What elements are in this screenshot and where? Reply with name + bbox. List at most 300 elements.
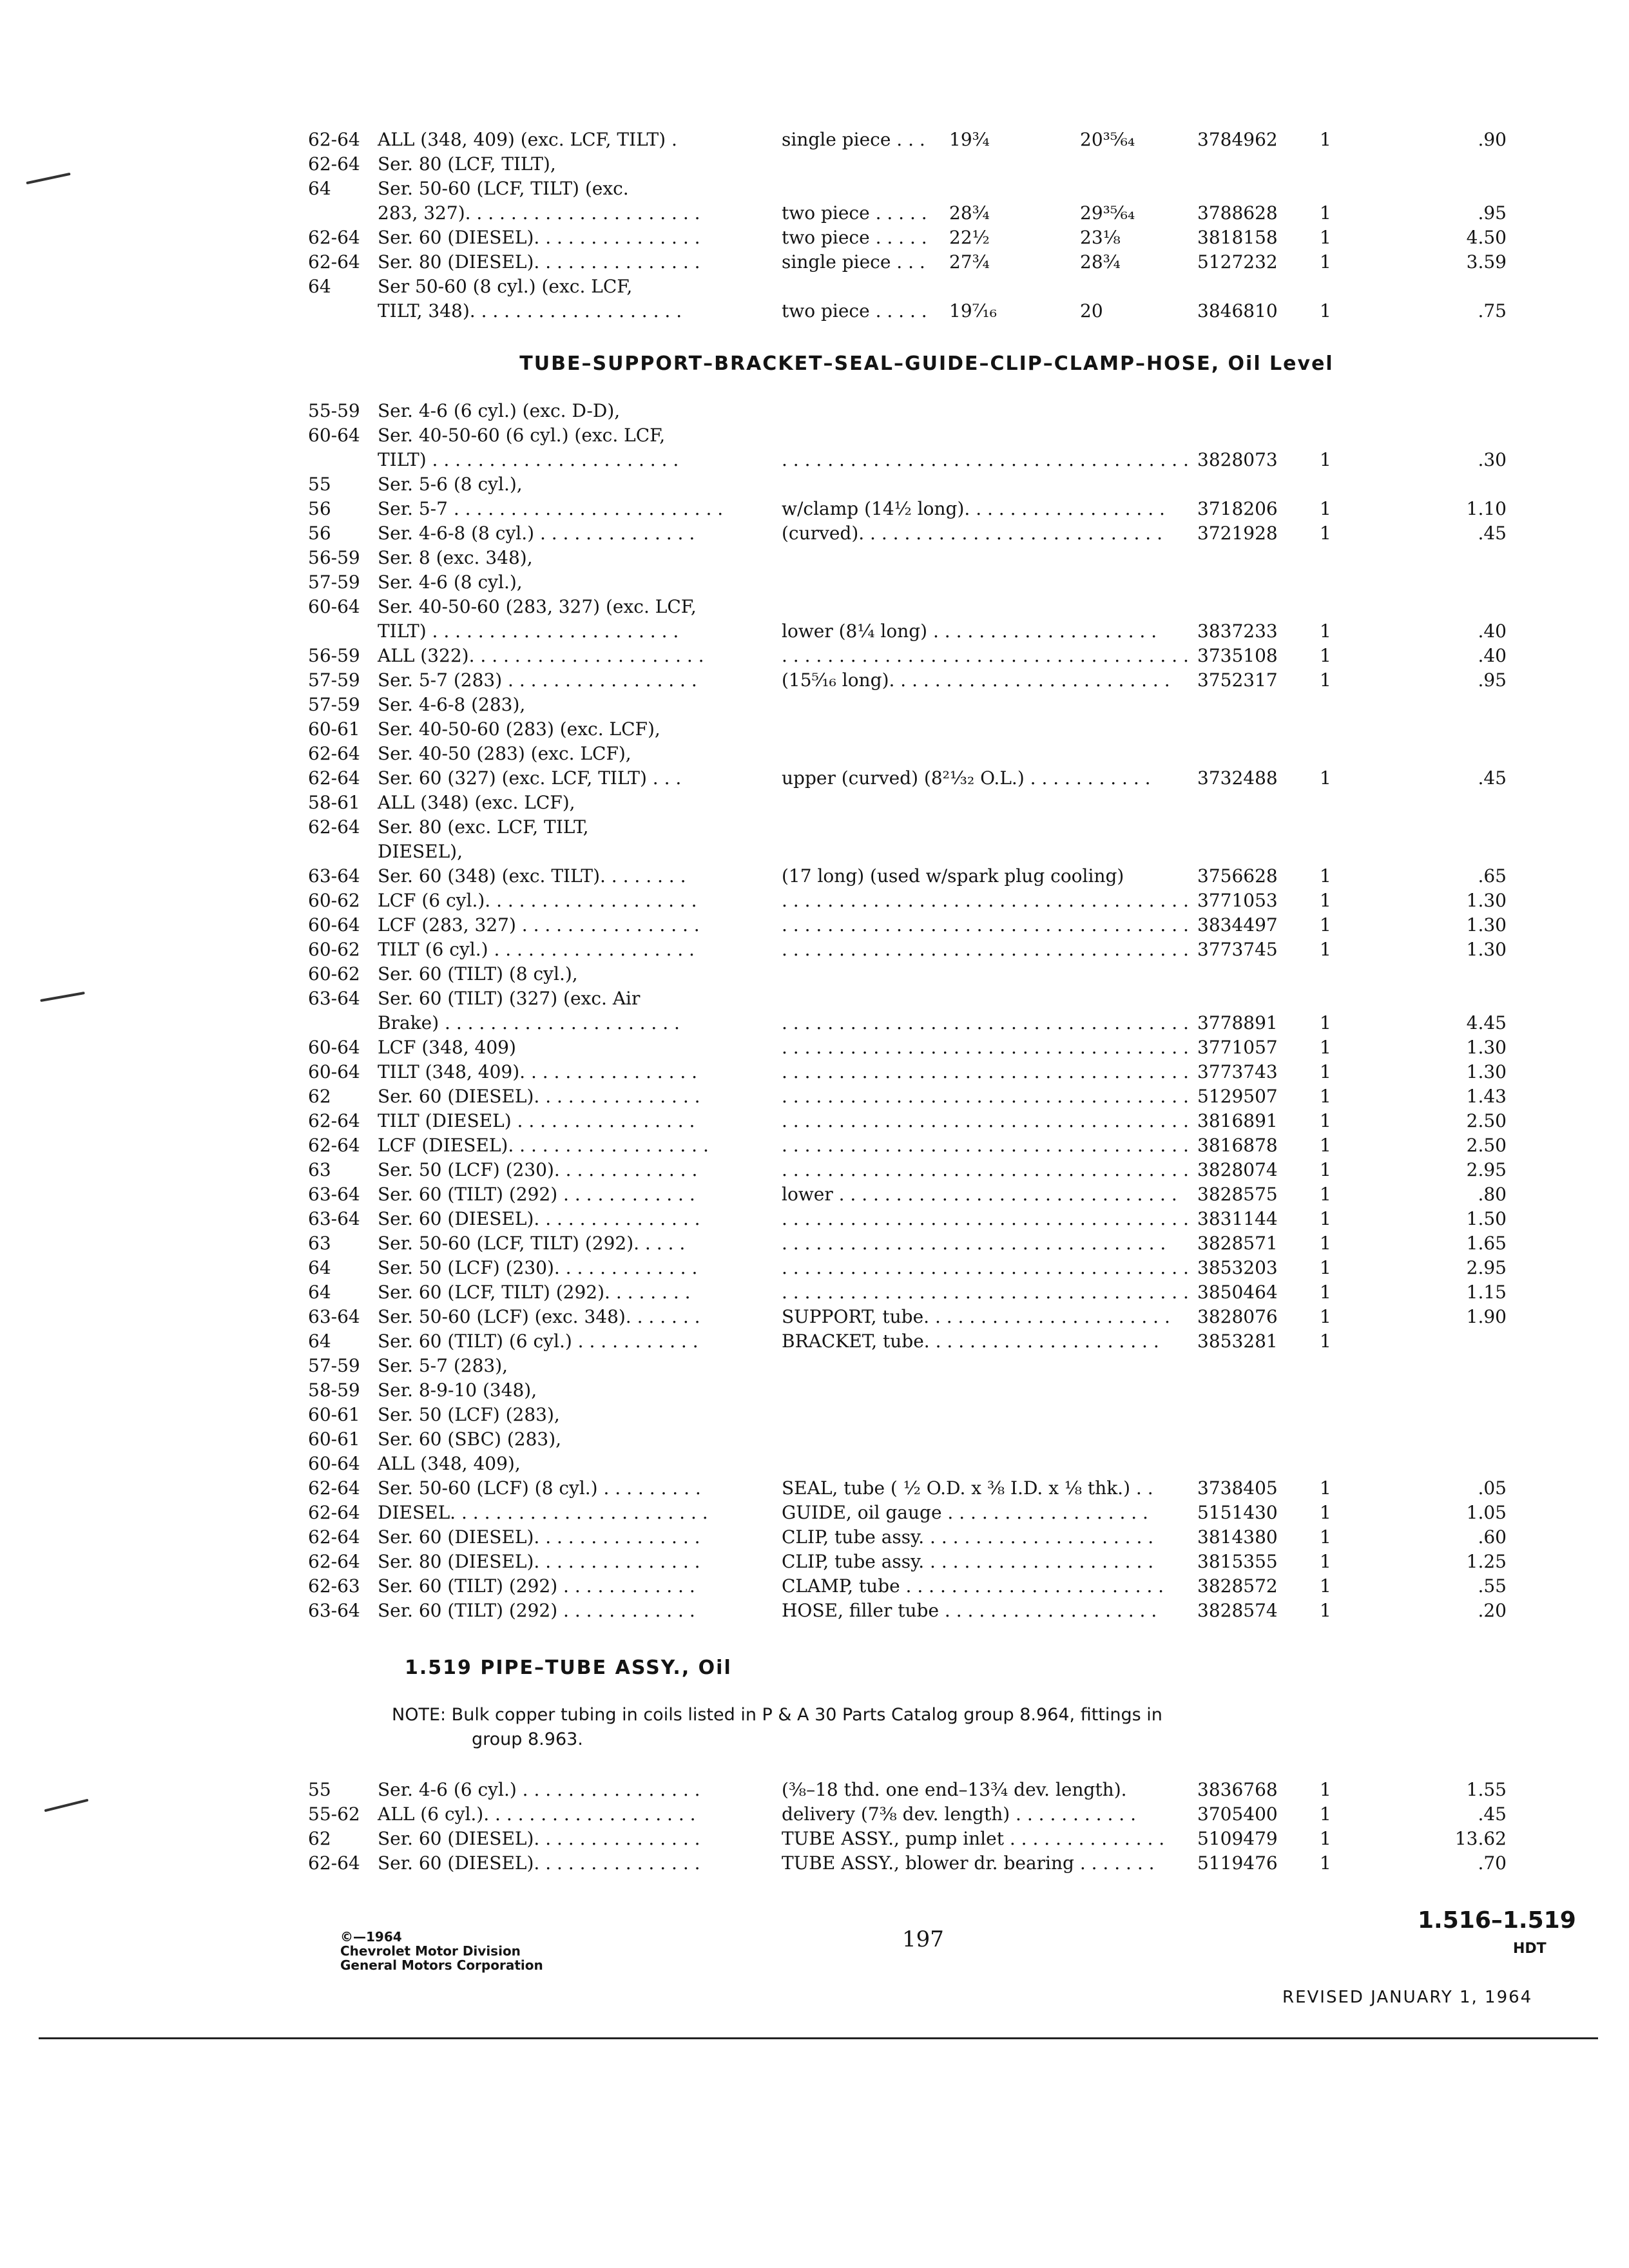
- description: two piece . . . . .: [782, 300, 927, 322]
- table-row: [308, 1305, 1571, 1329]
- table-row: [308, 1476, 1571, 1501]
- table-row: [308, 546, 1571, 570]
- pipe-tube-subhead: 1.519 PIPE–TUBE ASSY., Oil: [405, 1657, 732, 1679]
- table-row: [308, 1060, 1571, 1084]
- page-number: 197: [902, 1927, 944, 1952]
- year-range: 63-64: [308, 1184, 360, 1205]
- quantity: 1: [1320, 890, 1331, 911]
- table-row: [308, 448, 1571, 472]
- part-number: 5127232: [1197, 251, 1278, 273]
- application: Ser. 60 (DIESEL). . . . . . . . . . . . . . .: [378, 1526, 700, 1548]
- price: 1.10: [1466, 498, 1507, 519]
- price: 1.30: [1466, 939, 1507, 960]
- price: .70: [1478, 1852, 1507, 1874]
- year-range: 60-61: [308, 1428, 360, 1450]
- table-row: [308, 644, 1571, 668]
- table-row: [308, 1452, 1571, 1476]
- year-range: 60-64: [308, 914, 360, 936]
- table-row: [308, 570, 1571, 595]
- section-range: 1.516–1.519: [1418, 1907, 1576, 1934]
- price: .75: [1478, 300, 1507, 322]
- quantity: 1: [1320, 1331, 1331, 1352]
- description: . . . . . . . . . . . . . . . . . . . . . . . . . . . . . . . . . . . .: [782, 449, 1189, 470]
- length-b: 20³⁵⁄₆₄: [1080, 129, 1135, 150]
- table-row: [308, 717, 1571, 742]
- application: Ser. 60 (TILT) (292) . . . . . . . . . . . .: [378, 1184, 695, 1205]
- table-row: [308, 1778, 1571, 1802]
- part-number: 3752317: [1197, 669, 1278, 691]
- year-range: 63-64: [308, 1208, 360, 1229]
- quantity: 1: [1320, 251, 1331, 273]
- application: Ser. 8-9-10 (348),: [378, 1379, 537, 1401]
- price: 1.30: [1466, 1061, 1507, 1082]
- description: (17 long) (used w/spark plug cooling): [782, 865, 1124, 887]
- part-number: 3771057: [1197, 1037, 1278, 1058]
- price: 13.62: [1454, 1828, 1507, 1849]
- part-number: 3846810: [1197, 300, 1278, 322]
- margin-mark: [26, 173, 70, 184]
- application: Ser. 4-6 (6 cyl.) . . . . . . . . . . . . . . . .: [378, 1779, 700, 1800]
- table-row: [308, 668, 1571, 693]
- year-range: 56-59: [308, 645, 360, 666]
- description: . . . . . . . . . . . . . . . . . . . . . . . . . . . . . . . . . . . .: [782, 1061, 1189, 1082]
- year-range: 60-62: [308, 963, 360, 985]
- table-row: [308, 497, 1571, 521]
- quantity: 1: [1320, 645, 1331, 666]
- application: Ser. 60 (327) (exc. LCF, TILT) . . .: [378, 767, 682, 789]
- section-heading: TUBE–SUPPORT–BRACKET–SEAL–GUIDE–CLIP–CLAMP–HOSE, Oil Level: [519, 352, 1334, 375]
- quantity: 1: [1320, 1551, 1331, 1572]
- bottom-rule: [39, 2037, 1598, 2039]
- application: Ser. 60 (TILT) (327) (exc. Air: [378, 988, 641, 1009]
- description: two piece . . . . .: [782, 202, 927, 224]
- application: Ser. 50 (LCF) (230). . . . . . . . . . . . .: [378, 1159, 698, 1180]
- description: . . . . . . . . . . . . . . . . . . . . . . . . . . . . . . . . . . . .: [782, 1282, 1189, 1303]
- year-range: 62-64: [308, 1551, 360, 1572]
- bulk-copper-note: [308, 1703, 1397, 1752]
- price: 1.65: [1466, 1233, 1507, 1254]
- quantity: 1: [1320, 202, 1331, 224]
- application: Ser. 60 (TILT) (292) . . . . . . . . . . . .: [378, 1600, 695, 1621]
- quantity: 1: [1320, 498, 1331, 519]
- year-range: 57-59: [308, 669, 360, 691]
- year-range: 63-64: [308, 1306, 360, 1327]
- price: 1.05: [1466, 1502, 1507, 1523]
- top-table: [308, 128, 1571, 323]
- part-number: 3778891: [1197, 1012, 1278, 1033]
- year-range: 62-64: [308, 227, 360, 248]
- application: Ser. 50-60 (LCF) (exc. 348). . . . . . .: [378, 1306, 700, 1327]
- length-a: 19⁷⁄₁₆: [949, 300, 997, 322]
- table-row: [308, 1574, 1571, 1599]
- margin-mark: [40, 992, 85, 1002]
- part-number: 3828073: [1197, 449, 1278, 470]
- copyright-block: [340, 1930, 543, 1972]
- year-range: 60-62: [308, 939, 360, 960]
- quantity: 1: [1320, 129, 1331, 150]
- part-number: 3773745: [1197, 939, 1278, 960]
- description: (⅜–18 thd. one end–13¾ dev. length).: [782, 1779, 1127, 1800]
- table-row: [308, 791, 1571, 815]
- quantity: 1: [1320, 1575, 1331, 1597]
- copyright-corporation: General Motors Corporation: [340, 1957, 543, 1973]
- application: Ser. 50 (LCF) (230). . . . . . . . . . . . .: [378, 1257, 698, 1278]
- part-number: 3837233: [1197, 620, 1278, 642]
- description: . . . . . . . . . . . . . . . . . . . . . . . . . . . . . . . . . .: [782, 1233, 1166, 1254]
- quantity: 1: [1320, 767, 1331, 789]
- price: 1.15: [1466, 1282, 1507, 1303]
- part-number: 3818158: [1197, 227, 1278, 248]
- price: .40: [1478, 645, 1507, 666]
- description: . . . . . . . . . . . . . . . . . . . . . . . . . . . . . . . . . . . .: [782, 939, 1189, 960]
- length-b: 28¾: [1080, 251, 1121, 273]
- table-row: [308, 423, 1571, 448]
- description: CLIP, tube assy. . . . . . . . . . . . . . . . . . . . .: [782, 1526, 1154, 1548]
- description: CLAMP, tube . . . . . . . . . . . . . . . . . . . . . . .: [782, 1575, 1164, 1597]
- quantity: 1: [1320, 300, 1331, 322]
- part-number: 3721928: [1197, 523, 1278, 544]
- price: 1.30: [1466, 914, 1507, 936]
- part-number: 3815355: [1197, 1551, 1278, 1572]
- application: Ser. 5-7 (283) . . . . . . . . . . . . . . . . .: [378, 669, 697, 691]
- year-range: 62: [308, 1828, 331, 1849]
- application: Ser. 40-50-60 (283) (exc. LCF),: [378, 718, 660, 740]
- year-range: 62-64: [308, 1135, 360, 1156]
- price: 1.43: [1466, 1086, 1507, 1107]
- price: .60: [1478, 1526, 1507, 1548]
- table-row: [308, 250, 1571, 274]
- price: .05: [1478, 1477, 1507, 1499]
- year-range: 55: [308, 1779, 331, 1800]
- application: Ser. 4-6 (6 cyl.) (exc. D-D),: [378, 400, 621, 421]
- quantity: 1: [1320, 1012, 1331, 1033]
- quantity: 1: [1320, 1135, 1331, 1156]
- part-number: 5109479: [1197, 1828, 1278, 1849]
- year-range: 60-61: [308, 1404, 360, 1425]
- application: Ser. 60 (DIESEL). . . . . . . . . . . . . . .: [378, 1852, 700, 1874]
- description: single piece . . .: [782, 129, 925, 150]
- price: 1.90: [1466, 1306, 1507, 1327]
- length-b: 29³⁵⁄₆₄: [1080, 202, 1135, 224]
- table-row: [308, 693, 1571, 717]
- quantity: 1: [1320, 1233, 1331, 1254]
- application: Ser. 5-7 . . . . . . . . . . . . . . . . . . . . . . . .: [378, 498, 724, 519]
- application: ALL (348, 409) (exc. LCF, TILT) .: [378, 129, 677, 150]
- table-row: [308, 1256, 1571, 1280]
- year-range: 56: [308, 498, 331, 519]
- table-row: [308, 864, 1571, 889]
- part-number: 3788628: [1197, 202, 1278, 224]
- year-range: 62: [308, 1086, 331, 1107]
- table-row: [308, 1182, 1571, 1207]
- part-number: 3828575: [1197, 1184, 1278, 1205]
- part-number: 3732488: [1197, 767, 1278, 789]
- year-range: 58-59: [308, 1379, 360, 1401]
- description: delivery (7⅜ dev. length) . . . . . . . . . . .: [782, 1803, 1136, 1825]
- description: two piece . . . . .: [782, 227, 927, 248]
- description: (15⁵⁄₁₆ long). . . . . . . . . . . . . . . . . . . . . . . . .: [782, 669, 1170, 691]
- year-range: 64: [308, 178, 331, 199]
- quantity: 1: [1320, 1282, 1331, 1303]
- part-number: 3735108: [1197, 645, 1278, 666]
- application: Ser. 60 (TILT) (6 cyl.) . . . . . . . . . . .: [378, 1331, 699, 1352]
- application: Ser. 60 (TILT) (8 cyl.),: [378, 963, 578, 985]
- year-range: 62-64: [308, 816, 360, 838]
- copyright-year: ©—1964: [340, 1929, 402, 1945]
- table-row: [308, 986, 1571, 1011]
- year-range: 60-61: [308, 718, 360, 740]
- quantity: 1: [1320, 227, 1331, 248]
- description: w/clamp (14½ long). . . . . . . . . . . . . . . . . .: [782, 498, 1165, 519]
- table-row: [308, 742, 1571, 766]
- table-row: [308, 1354, 1571, 1378]
- part-number: 5151430: [1197, 1502, 1278, 1523]
- application: LCF (6 cyl.). . . . . . . . . . . . . . . . . . .: [378, 890, 697, 911]
- quantity: 1: [1320, 1852, 1331, 1874]
- price: 4.50: [1466, 227, 1507, 248]
- application: ALL (6 cyl.). . . . . . . . . . . . . . . . . . .: [378, 1803, 696, 1825]
- application: LCF (283, 327) . . . . . . . . . . . . . . . .: [378, 914, 700, 936]
- note-line-1: NOTE: Bulk copper tubing in coils listed in P & A 30 Parts Catalog group 8.964, fittings in: [392, 1705, 1162, 1725]
- application: Ser. 80 (exc. LCF, TILT,: [378, 816, 589, 838]
- table-row: [308, 1035, 1571, 1060]
- quantity: 1: [1320, 1600, 1331, 1621]
- quantity: 1: [1320, 939, 1331, 960]
- year-range: 60-64: [308, 1061, 360, 1082]
- quantity: 1: [1320, 1159, 1331, 1180]
- length-b: 23⅛: [1080, 227, 1121, 248]
- year-range: 62-64: [308, 1477, 360, 1499]
- table-row: [308, 1231, 1571, 1256]
- table-row: [308, 1802, 1571, 1827]
- application: Ser. 60 (DIESEL). . . . . . . . . . . . . . .: [378, 1086, 700, 1107]
- year-range: 62-64: [308, 153, 360, 175]
- application: DIESEL),: [378, 841, 463, 862]
- year-range: 64: [308, 1282, 331, 1303]
- price: .95: [1478, 202, 1507, 224]
- table-row: [308, 1207, 1571, 1231]
- year-range: 62-64: [308, 743, 360, 764]
- table-row: [308, 226, 1571, 250]
- length-a: 27¾: [949, 251, 990, 273]
- year-range: 62-64: [308, 767, 360, 789]
- year-range: 64: [308, 1257, 331, 1278]
- application: Ser. 5-6 (8 cyl.),: [378, 474, 523, 495]
- quantity: 1: [1320, 914, 1331, 936]
- year-range: 62-64: [308, 1852, 360, 1874]
- application: Ser. 80 (LCF, TILT),: [378, 153, 556, 175]
- price: .30: [1478, 449, 1507, 470]
- year-range: 55: [308, 474, 331, 495]
- application: TILT) . . . . . . . . . . . . . . . . . . . . . .: [378, 449, 679, 470]
- application: Ser. 40-50-60 (6 cyl.) (exc. LCF,: [378, 425, 666, 446]
- table-row: [308, 840, 1571, 864]
- description: CLIP, tube assy. . . . . . . . . . . . . . . . . . . . .: [782, 1551, 1154, 1572]
- year-range: 57-59: [308, 572, 360, 593]
- year-range: 57-59: [308, 694, 360, 715]
- description: single piece . . .: [782, 251, 925, 273]
- description: BRACKET, tube. . . . . . . . . . . . . . . . . . . . .: [782, 1331, 1159, 1352]
- length-a: 28¾: [949, 202, 990, 224]
- part-number: 3718206: [1197, 498, 1278, 519]
- quantity: 1: [1320, 1779, 1331, 1800]
- application: TILT) . . . . . . . . . . . . . . . . . . . . . .: [378, 620, 679, 642]
- application: Ser. 5-7 (283),: [378, 1355, 508, 1376]
- application: Ser. 60 (DIESEL). . . . . . . . . . . . . . .: [378, 1828, 700, 1849]
- part-number: 3828571: [1197, 1233, 1278, 1254]
- price: 1.30: [1466, 890, 1507, 911]
- table-row: [308, 1011, 1571, 1035]
- description: . . . . . . . . . . . . . . . . . . . . . . . . . . . . . . . . . . . .: [782, 1086, 1189, 1107]
- part-number: 5119476: [1197, 1852, 1278, 1874]
- quantity: 1: [1320, 449, 1331, 470]
- description: upper (curved) (8²¹⁄₃₂ O.L.) . . . . . . . . . . .: [782, 767, 1151, 789]
- description: . . . . . . . . . . . . . . . . . . . . . . . . . . . . . . . . . . . .: [782, 1208, 1189, 1229]
- table-row: [308, 1501, 1571, 1525]
- application: Ser. 80 (DIESEL). . . . . . . . . . . . . . .: [378, 1551, 700, 1572]
- quantity: 1: [1320, 1110, 1331, 1131]
- quantity: 1: [1320, 1828, 1331, 1849]
- oil-level-table: [308, 399, 1571, 1623]
- part-number: 3773743: [1197, 1061, 1278, 1082]
- description: HOSE, filler tube . . . . . . . . . . . . . . . . . . .: [782, 1600, 1157, 1621]
- year-range: 62-64: [308, 1526, 360, 1548]
- year-range: 63: [308, 1159, 331, 1180]
- table-row: [308, 815, 1571, 840]
- application: Ser 50-60 (8 cyl.) (exc. LCF,: [378, 276, 633, 297]
- part-number: 3834497: [1197, 914, 1278, 936]
- description: . . . . . . . . . . . . . . . . . . . . . . . . . . . . . . . . . . . .: [782, 1012, 1189, 1033]
- application: ALL (348, 409),: [378, 1453, 521, 1474]
- table-row: [308, 1403, 1571, 1427]
- note-line-2: group 8.963.: [472, 1729, 583, 1749]
- year-range: 56: [308, 523, 331, 544]
- price: .80: [1478, 1184, 1507, 1205]
- application: LCF (348, 409): [378, 1037, 516, 1058]
- part-number: 3828074: [1197, 1159, 1278, 1180]
- table-row: [308, 399, 1571, 423]
- application: Ser. 60 (SBC) (283),: [378, 1428, 562, 1450]
- quantity: 1: [1320, 865, 1331, 887]
- table-row: [308, 1599, 1571, 1623]
- price: .55: [1478, 1575, 1507, 1597]
- year-range: 55-62: [308, 1803, 360, 1825]
- part-number: 3828076: [1197, 1306, 1278, 1327]
- application: Ser. 8 (exc. 348),: [378, 547, 533, 568]
- part-number: 3784962: [1197, 129, 1278, 150]
- year-range: 62-63: [308, 1575, 360, 1597]
- application: Ser. 60 (DIESEL). . . . . . . . . . . . . . .: [378, 1208, 700, 1229]
- application: Ser. 60 (TILT) (292) . . . . . . . . . . . .: [378, 1575, 695, 1597]
- price: 2.50: [1466, 1110, 1507, 1131]
- application: Ser. 50-60 (LCF, TILT) (exc.: [378, 178, 629, 199]
- table-row: [308, 1851, 1571, 1876]
- table-row: [308, 152, 1571, 177]
- part-number: 3836768: [1197, 1779, 1278, 1800]
- table-row: [308, 937, 1571, 962]
- application: ALL (322). . . . . . . . . . . . . . . . . . . . .: [378, 645, 704, 666]
- price: .40: [1478, 620, 1507, 642]
- length-b: 20: [1080, 300, 1103, 322]
- price: .90: [1478, 129, 1507, 150]
- price: .20: [1478, 1600, 1507, 1621]
- application: TILT (348, 409). . . . . . . . . . . . . . . .: [378, 1061, 698, 1082]
- margin-mark: [44, 1799, 89, 1812]
- description: TUBE ASSY., pump inlet . . . . . . . . . . . . . .: [782, 1828, 1165, 1849]
- year-range: 63-64: [308, 1600, 360, 1621]
- part-number: 5129507: [1197, 1086, 1278, 1107]
- quantity: 1: [1320, 1502, 1331, 1523]
- quantity: 1: [1320, 1526, 1331, 1548]
- length-a: 19¾: [949, 129, 990, 150]
- application: TILT, 348). . . . . . . . . . . . . . . . . . .: [378, 300, 682, 322]
- table-row: [308, 913, 1571, 937]
- application: Ser. 4-6-8 (8 cyl.) . . . . . . . . . . . . . .: [378, 523, 695, 544]
- part-number: 3831144: [1197, 1208, 1278, 1229]
- part-number: 3814380: [1197, 1526, 1278, 1548]
- year-range: 60-64: [308, 596, 360, 617]
- part-number: 3756628: [1197, 865, 1278, 887]
- application: Ser. 4-6 (8 cyl.),: [378, 572, 523, 593]
- application: ALL (348) (exc. LCF),: [378, 792, 575, 813]
- quantity: 1: [1320, 1184, 1331, 1205]
- year-range: 60-64: [308, 1037, 360, 1058]
- part-number: 3853203: [1197, 1257, 1278, 1278]
- price: .45: [1478, 523, 1507, 544]
- price: 1.50: [1466, 1208, 1507, 1229]
- table-row: [308, 274, 1571, 299]
- application: Ser. 60 (348) (exc. TILT). . . . . . . .: [378, 865, 686, 887]
- quantity: 1: [1320, 620, 1331, 642]
- description: SUPPORT, tube. . . . . . . . . . . . . . . . . . . . . .: [782, 1306, 1170, 1327]
- pipe-tube-table: [308, 1778, 1571, 1876]
- application: Ser. 60 (DIESEL). . . . . . . . . . . . . . .: [378, 227, 700, 248]
- year-range: 60-64: [308, 425, 360, 446]
- table-row: [308, 1550, 1571, 1574]
- application: 283, 327). . . . . . . . . . . . . . . . . . . . .: [378, 202, 700, 224]
- part-number: 3816878: [1197, 1135, 1278, 1156]
- table-row: [308, 1084, 1571, 1109]
- table-row: [308, 889, 1571, 913]
- description: . . . . . . . . . . . . . . . . . . . . . . . . . . . . . . . . . . . .: [782, 1037, 1189, 1058]
- year-range: 63-64: [308, 865, 360, 887]
- table-row: [308, 1133, 1571, 1158]
- year-range: 62-64: [308, 1110, 360, 1131]
- part-number: 3828574: [1197, 1600, 1278, 1621]
- description: . . . . . . . . . . . . . . . . . . . . . . . . . . . . . . . . . . . .: [782, 914, 1189, 936]
- quantity: 1: [1320, 1803, 1331, 1825]
- application: Ser. 40-50 (283) (exc. LCF),: [378, 743, 631, 764]
- application: Ser. 50-60 (LCF) (8 cyl.) . . . . . . . . .: [378, 1477, 701, 1499]
- part-number: 3705400: [1197, 1803, 1278, 1825]
- description: . . . . . . . . . . . . . . . . . . . . . . . . . . . . . . . . . . . .: [782, 1110, 1189, 1131]
- description: . . . . . . . . . . . . . . . . . . . . . . . . . . . . . . . . . . . .: [782, 1257, 1189, 1278]
- description: TUBE ASSY., blower dr. bearing . . . . . . .: [782, 1852, 1155, 1874]
- table-row: [308, 201, 1571, 226]
- quantity: 1: [1320, 1257, 1331, 1278]
- description: . . . . . . . . . . . . . . . . . . . . . . . . . . . . . . . . . . . .: [782, 1159, 1189, 1180]
- quantity: 1: [1320, 1306, 1331, 1327]
- description: . . . . . . . . . . . . . . . . . . . . . . . . . . . . . . . . . . . .: [782, 890, 1189, 911]
- year-range: 64: [308, 1331, 331, 1352]
- year-range: 62-64: [308, 251, 360, 273]
- year-range: 57-59: [308, 1355, 360, 1376]
- year-range: 64: [308, 276, 331, 297]
- price: 4.45: [1466, 1012, 1507, 1033]
- application: Ser. 50-60 (LCF, TILT) (292). . . . .: [378, 1233, 686, 1254]
- application: Ser. 60 (LCF, TILT) (292). . . . . . . .: [378, 1282, 691, 1303]
- application: TILT (6 cyl.) . . . . . . . . . . . . . . . . . .: [378, 939, 695, 960]
